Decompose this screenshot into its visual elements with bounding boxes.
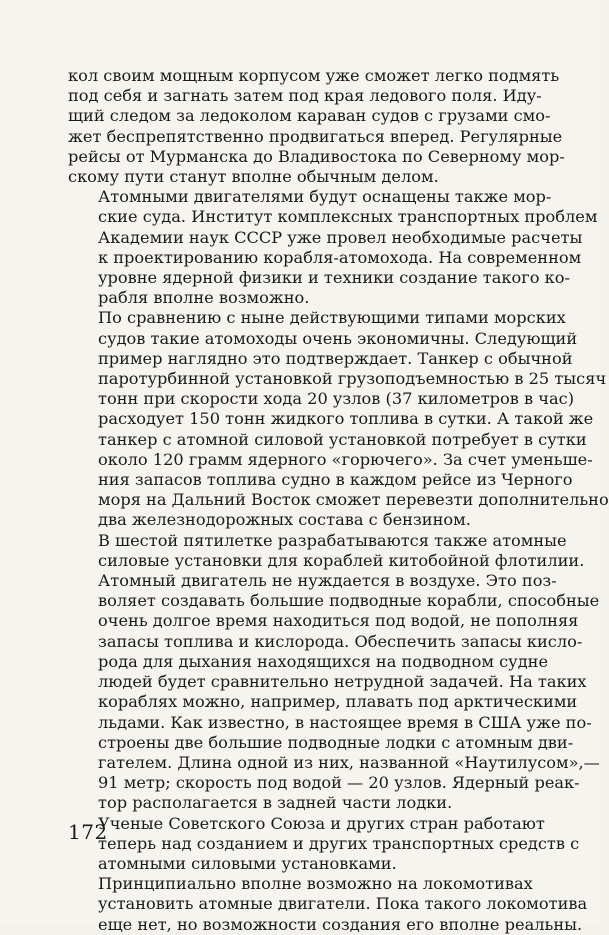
paragraph: [68, 308, 609, 530]
text-line: Академии наук СССР уже провел необходимые расчеты: [98, 227, 583, 247]
text-line: строены две большие подводные лодки с атомным дви-: [98, 732, 574, 752]
text-line: силовые установки для кораблей китобойной флотилии.: [98, 550, 585, 570]
text-line: рода для дыхания находящихся на подводном судне: [98, 651, 549, 671]
text-line: тор располагается в задней части лодки.: [98, 793, 453, 813]
paragraph: [68, 874, 588, 935]
text-line: кораблях можно, например, плавать под арктическими: [98, 692, 578, 712]
text-line: 91 метр; скорость под водой — 20 узлов. Ядерный реак-: [98, 773, 580, 793]
text-line: воляет создавать большие подводные корабли, способные: [98, 591, 600, 611]
text-line: Атомными двигателями будут оснащены также мор-: [98, 187, 552, 207]
text-line: щий следом за ледоколом караван судов с грузами смо-: [68, 106, 551, 126]
text-line: рейсы от Мурманска до Владивостока по Северному мор-: [68, 146, 565, 166]
paragraph: [68, 530, 585, 571]
paragraph: [68, 571, 600, 813]
text-line: ские суда. Институт комплексных транспортных проблем: [98, 207, 598, 227]
text-line: В шестой пятилетке разрабатываются также атомные: [98, 530, 567, 550]
paragraph: [68, 187, 598, 308]
text-line: льдами. Как известно, в настоящее время в США уже по-: [98, 712, 592, 732]
text-line: скому пути станут вполне обычным делом.: [68, 167, 439, 187]
text-line: Атомный двигатель не нуждается в воздухе. Это поз-: [98, 571, 557, 591]
text-line: паротурбинной установкой грузоподъемностью в 25 тысяч: [98, 369, 607, 389]
body-text: [68, 66, 609, 935]
text-line: установить атомные двигатели. Пока такого локомотива: [98, 894, 588, 914]
text-line: гателем. Длина одной из них, названной «Наутилусом»,—: [98, 752, 600, 772]
text-line: атомными силовыми установками.: [98, 853, 397, 873]
text-line: теперь над созданием и других транспортных средств с: [98, 833, 580, 853]
page-number: 172: [68, 820, 108, 844]
text-line: под себя и загнать затем под края ледового поля. Иду-: [68, 86, 542, 106]
text-line: к проектированию корабля-атомохода. На современном: [98, 247, 582, 267]
text-line: По сравнению с ныне действующими типами морских: [98, 308, 566, 328]
text-line: моря на Дальний Восток сможет перевезти дополнительно: [98, 490, 609, 510]
text-line: еще нет, но возможности создания его вполне реальны.: [98, 914, 583, 934]
paragraph: [68, 66, 565, 187]
text-line: около 120 грамм ядерного «горючего». За счет уменьше-: [98, 449, 593, 469]
text-line: Принципиально вполне возможно на локомотивах: [98, 874, 533, 894]
text-line: расходует 150 тонн жидкого топлива в сутки. А такой же: [98, 409, 594, 429]
text-line: очень долгое время находиться под водой, не пополняя: [98, 611, 579, 631]
text-line: рабля вполне возможно.: [98, 288, 310, 308]
text-line: запасы топлива и кислорода. Обеспечить запасы кисло-: [98, 631, 583, 651]
text-line: пример наглядно это подтверждает. Танкер с обычной: [98, 348, 573, 368]
text-line: два железнодорожных состава с бензином.: [98, 510, 471, 530]
text-line: танкер с атомной силовой установкой потребует в сутки: [98, 429, 587, 449]
text-line: жет беспрепятственно продвигаться вперед. Регулярные: [68, 126, 563, 146]
text-line: судов такие атомоходы очень экономичны. Следующий: [98, 328, 578, 348]
text-line: людей будет сравнительно нетрудной задачей. На таких: [98, 672, 587, 692]
text-line: уровне ядерной физики и техники создание такого ко-: [98, 268, 570, 288]
text-line: ния запасов топлива судно в каждом рейсе из Черного: [98, 470, 573, 490]
text-line: тонн при скорости хода 20 узлов (37 километров в час): [98, 389, 575, 409]
text-line: кол своим мощным корпусом уже сможет легко подмять: [68, 66, 560, 85]
text-line: Ученые Советского Союза и других стран работают: [98, 813, 545, 833]
paragraph: [68, 813, 580, 875]
